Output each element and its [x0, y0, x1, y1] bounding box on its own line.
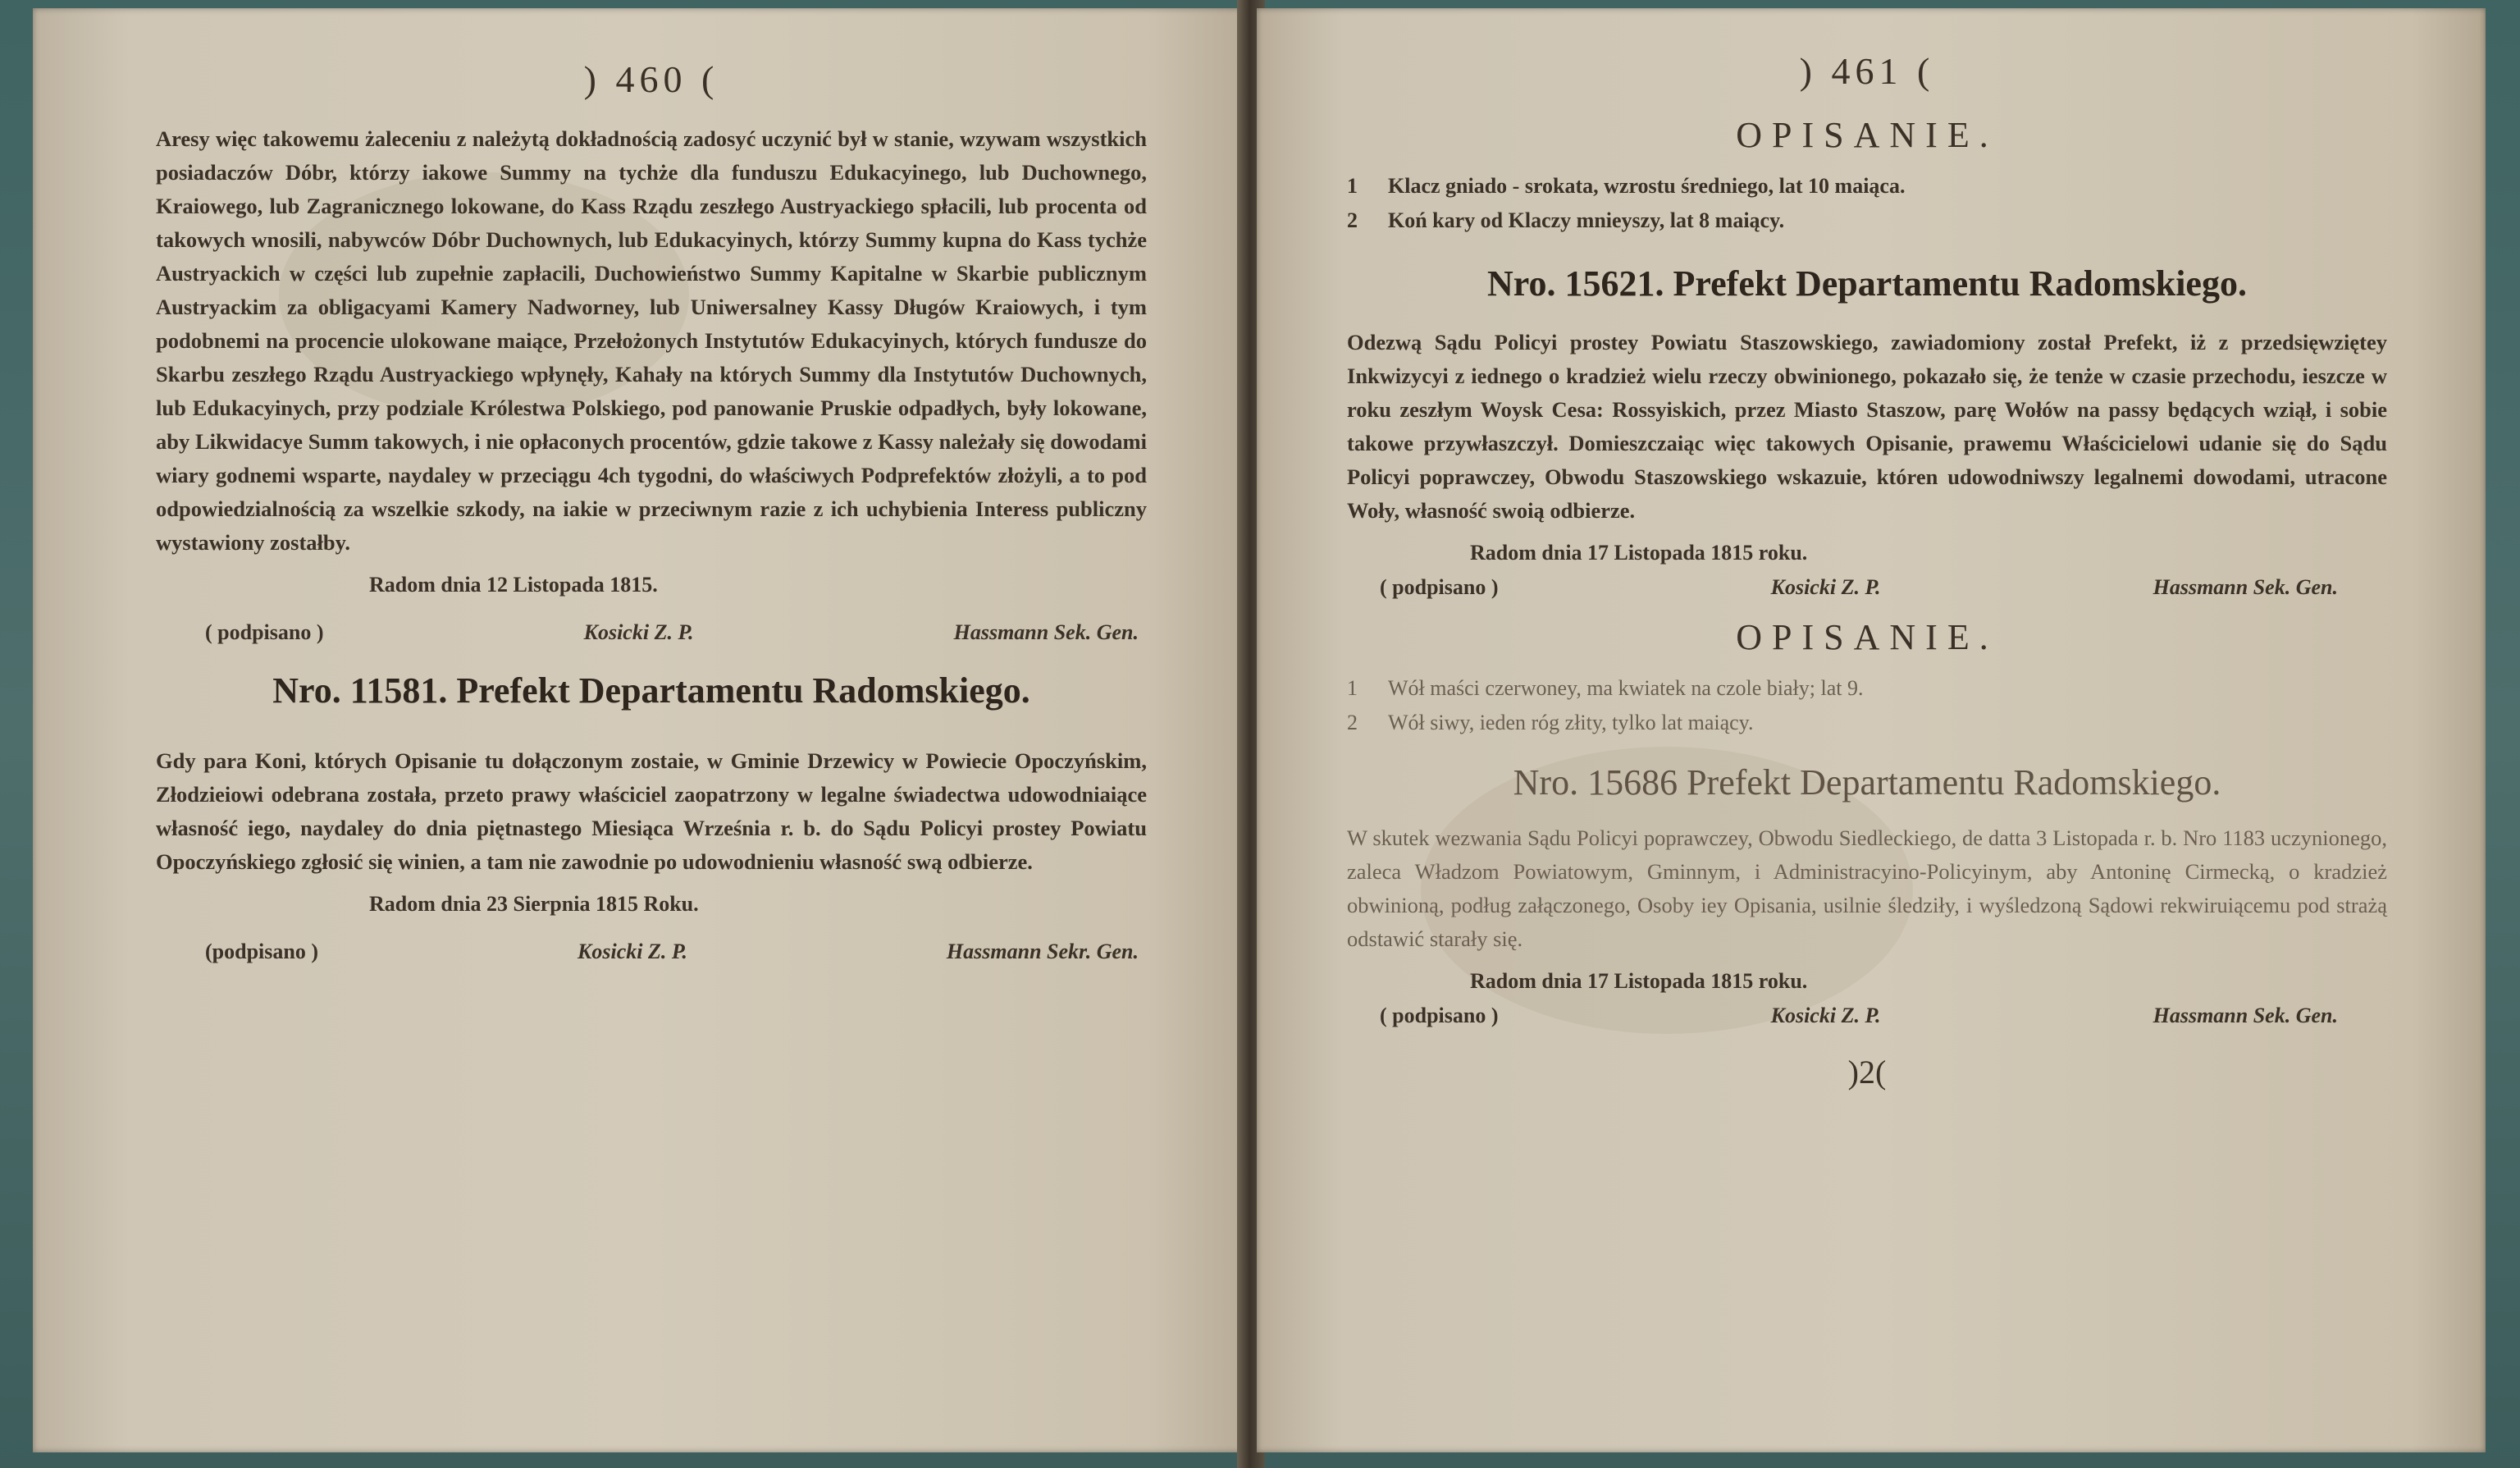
prefect-signature: Kosicki Z. P. — [583, 620, 694, 644]
dateline: Radom dnia 23 Sierpnia 1815 Roku. — [369, 892, 699, 916]
signed-label: ( podpisano ) — [1380, 1004, 1499, 1027]
secretary-signature: Hassmann Sek. Gen. — [2152, 1004, 2338, 1027]
item-number: 2 — [1347, 208, 1358, 232]
item-text: Wół maści czerwoney, ma kwiatek na czole biały; lat 9. — [1388, 676, 1864, 700]
right-page — [1257, 8, 2486, 1452]
signature-line — [205, 940, 1139, 964]
signed-label: ( podpisano ) — [1380, 575, 1499, 599]
page-number: ) 461 ( — [1799, 50, 1935, 92]
prefect-signature: Kosicki Z. P. — [1770, 1004, 1881, 1027]
signature-line — [1380, 575, 2338, 600]
description-title: OPISANIE. — [1736, 115, 1998, 155]
description-item — [1347, 204, 2387, 238]
page-number: ) 460 ( — [583, 58, 719, 100]
item-number: 1 — [1347, 676, 1358, 700]
description-item — [1347, 706, 2387, 740]
signed-label: (podpisano ) — [205, 940, 318, 963]
item-number: 2 — [1347, 711, 1358, 734]
signature-line — [205, 620, 1139, 645]
dateline: Radom dnia 17 Listopada 1815 roku. — [1470, 541, 1808, 565]
prefect-signature: Kosicki Z. P. — [1770, 575, 1881, 599]
end-mark: )2( — [1847, 1054, 1887, 1091]
notice-heading: Nro. 15686 Prefekt Departamentu Radomskiego. — [1513, 762, 2221, 803]
signature-line — [1380, 1004, 2338, 1028]
secretary-signature: Hassmann Sek. Gen. — [2152, 575, 2338, 599]
description-title: OPISANIE. — [1736, 617, 1998, 657]
signed-label: ( podpisano ) — [205, 620, 324, 644]
right-page-content — [1347, 49, 2387, 1091]
notice-heading: Nro. 15621. Prefekt Departamentu Radomskiego. — [1487, 263, 2247, 304]
description-item — [1347, 169, 2387, 204]
notice-paragraph: W skutek wezwania Sądu Policyi poprawczey, Obwodu Siedleckiego, de datta 3 Listopada r. b. Nro 1183 uczynionego, zaleca Władzom Powiatowym, Gminnym, i Administracyino-Policyinym, aby Antoninę Cirmecką, o kradzież obwinioną, podług załączonego, Osoby iey Opisania, usilnie śledziły, i wyśledzoną Sądowi rekwiruiącemu pod strażą odstawić starały się. — [1347, 825, 2387, 951]
item-number: 1 — [1347, 174, 1358, 198]
secretary-signature: Hassmann Sekr. Gen. — [946, 940, 1139, 963]
left-page — [33, 8, 1245, 1452]
item-text: Klacz gniado - srokata, wzrostu średniego, lat 10 maiąca. — [1388, 174, 1906, 198]
description-item — [1347, 671, 2387, 706]
notice-paragraph: Gdy para Koni, których Opisanie tu dołączonym zostaie, w Gminie Drzewicy w Powiecie Opoczyńskim, Złodzieiowi odebrana została, przeto prawy właściciel zaopatrzony w legalne świadectwa udowodniaiące własność iego, naydaley do dnia piętnastego Miesiąca Września r. b. do Sądu Policyi prostey Powiatu Opoczyńskiego zgłosić się winien, a tam nie zawodnie po udowodnieniu własność swą odbierze. — [156, 748, 1147, 874]
notice-heading: Nro. 11581. Prefekt Departamentu Radomskiego. — [272, 670, 1030, 711]
notice-paragraph: Aresy więc takowemu żaleceniu z należytą dokładnością zadosyć uczynić był w stanie, wzywam wszystkich posiadaczów Dóbr, którzy iakowe Summy na tychże dla funduszu Edukacyinego, lub Duchownego, Kraiowego, lub Zagranicznego lokowane, do Kass Rządu zeszłego Austryackiego spłacili, lub procenta od takowych wnosili, nabywców Dóbr Duchownych, lub Edukacyinych, którzy Summy kupna do Kass tychże Austryackich w części lub zupełnie zapłacili, Duchowieństwo Summy Kapitalne w Skarbie publicznym Austryackim za obligacyami Kamery Nadworney, lub Uniwersalney Kassy Długów Kraiowych, i tym podobnemi na procencie ulokowane maiące, Przełożonych Instytutów Edukacyinych, których fundusze do Skarbu zeszłego Rządu Austryackiego wpłynęły, Kahały na których Summy dla Instytutów Duchownych, lub Edukacyinych, przy podziale Królestwa Polskiego, pod panowanie Pruskie odpadłych, były lokowane, aby Likwidacye Summ takowych, i nie opłaconych procentów, gdzie takowe z Kassy należały się dowodami wiary godnemi wsparte, naydaley w przeciągu 4ch tygodni, do właściwych Podprefektów złożyli, a to pod odpowiedzialnością za wszelkie szkody, na iakie w przeciwnym razie z ich uchybienia Interess publiczny wystawiony zostałby. — [156, 126, 1147, 555]
left-page-content — [156, 57, 1147, 989]
secretary-signature: Hassmann Sek. Gen. — [953, 620, 1139, 644]
dateline: Radom dnia 17 Listopada 1815 roku. — [1470, 969, 1808, 993]
item-text: Koń kary od Klaczy mnieyszy, lat 8 maiący. — [1388, 208, 1785, 232]
item-text: Wół siwy, ieden róg złity, tylko lat maiący. — [1388, 711, 1754, 734]
prefect-signature: Kosicki Z. P. — [578, 940, 687, 963]
dateline: Radom dnia 12 Listopada 1815. — [369, 573, 658, 597]
notice-paragraph: Odezwą Sądu Policyi prostey Powiatu Staszowskiego, zawiadomiony został Prefekt, iż z przedsięwziętey Inkwizycyi z iednego o kradzież wielu rzeczy obwinionego, pokazało się, że tenże w czasie przechodu, ieszcze w roku zeszłym Woysk Cesa: Rossyiskich, przez Miasto Staszow, parę Wołów na passy będących wziął, i sobie takowe przywłaszczył. Domieszczaiąc więc takowych Opisanie, prawemu Właścicielowi udanie się do Sądu Policyi poprawczey, Obwodu Staszowskiego wskazuie, któren udowodniwszy legalnemi dowodami, utracone Woły, własność swoią odbierze. — [1347, 330, 2387, 523]
